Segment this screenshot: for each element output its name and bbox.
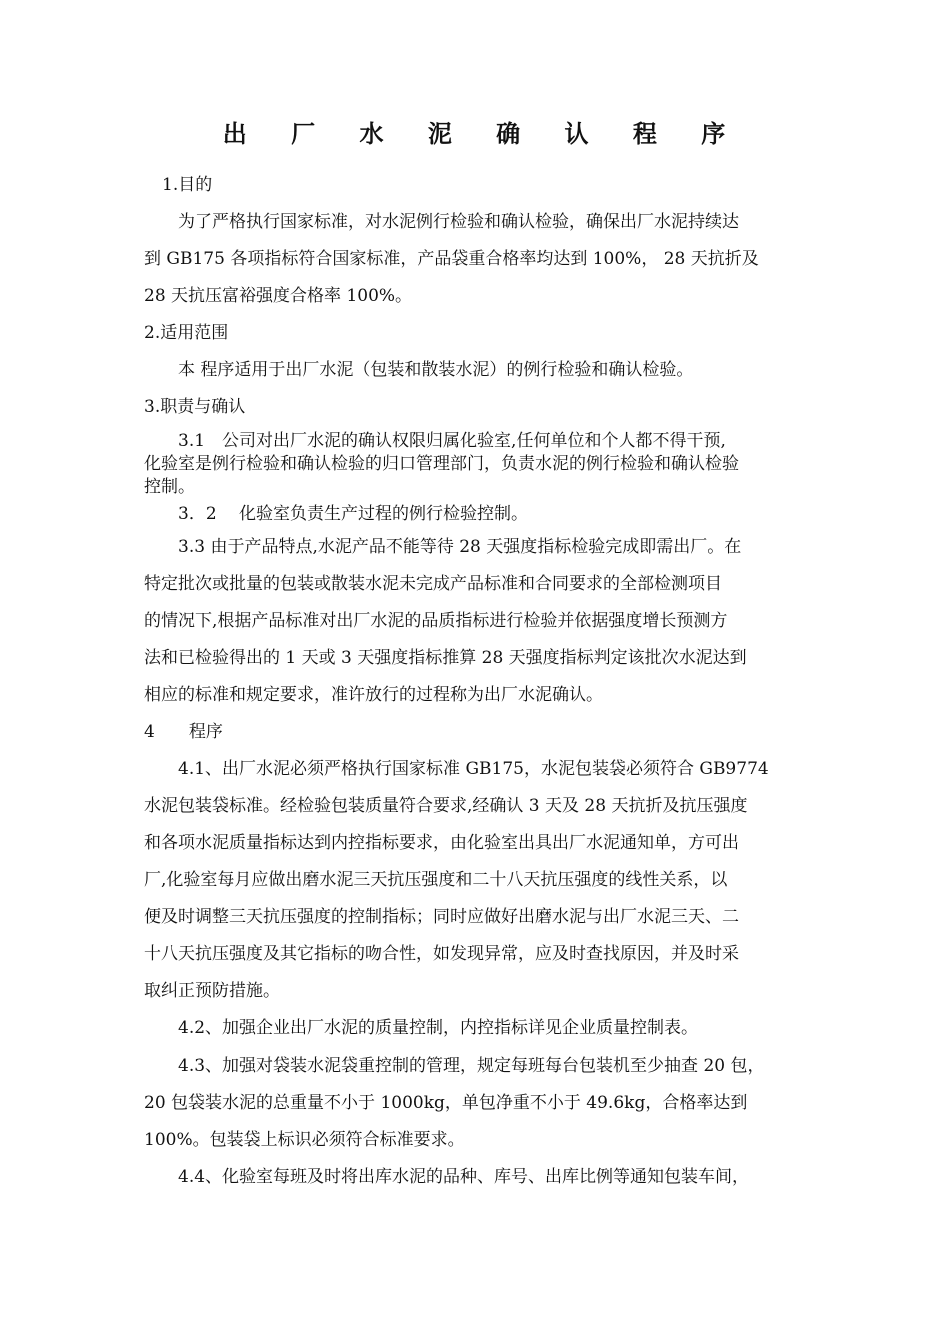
paragraph-line: 取纠正预防措施。 — [144, 981, 280, 1001]
section-heading-responsibility: 3.职责与确认 — [144, 397, 246, 417]
paragraph-line: 100%。包装袋上标识必须符合标准要求。 — [144, 1130, 465, 1150]
paragraph-line: 28 天抗压富裕强度合格率 100%。 — [144, 286, 413, 306]
section-heading-scope: 2.适用范围 — [144, 323, 229, 343]
paragraph-line: 的情况下,根据产品标准对出厂水泥的品质指标进行检验并依据强度增长预测方 — [144, 611, 728, 631]
paragraph-line: 十八天抗压强度及其它指标的吻合性，如发现异常，应及时查找原因，并及时采 — [144, 944, 739, 964]
section-heading-procedure: 4 程序 — [144, 722, 223, 742]
paragraph-line: 和各项水泥质量指标达到内控指标要求，由化验室出具出厂水泥通知单，方可出 — [144, 833, 739, 853]
paragraph-line: 3.1 公司对出厂水泥的确认权限归属化验室,任何单位和个人都不得干预, — [178, 431, 726, 451]
paragraph-line: 为了严格执行国家标准，对水泥例行检验和确认检验，确保出厂水泥持续达 — [178, 212, 739, 232]
paragraph-line: 特定批次或批量的包装或散装水泥未完成产品标准和合同要求的全部检测项目 — [144, 574, 722, 594]
paragraph-line: 4.1、出厂水泥必须严格执行国家标准 GB175，水泥包装袋必须符合 GB9774 — [178, 759, 769, 779]
paragraph-line: 法和已检验得出的 1 天或 3 天强度指标推算 28 天强度指标判定该批次水泥达到 — [144, 648, 747, 668]
paragraph-line: 厂,化验室每月应做出磨水泥三天抗压强度和二十八天抗压强度的线性关系，以 — [144, 870, 728, 890]
paragraph-line: 相应的标准和规定要求，准许放行的过程称为出厂水泥确认。 — [144, 685, 603, 705]
paragraph-line: 到 GB175 各项指标符合国家标准，产品袋重合格率均达到 100%， 28 天抗折及 — [144, 249, 759, 269]
paragraph-line: 水泥包装袋标准。经检验包装质量符合要求,经确认 3 天及 28 天抗折及抗压强度 — [144, 796, 748, 816]
paragraph-line: 4.3、加强对袋装水泥袋重控制的管理，规定每班每台包装机至少抽查 20 包， — [178, 1056, 765, 1076]
paragraph-line: 化验室是例行检验和确认检验的归口管理部门，负责水泥的例行检验和确认检验 — [144, 454, 739, 474]
paragraph-line: 4.2、加强企业出厂水泥的质量控制，内控指标详见企业质量控制表。 — [178, 1018, 699, 1038]
document-title: 出 厂 水 泥 确 认 程 序 — [222, 119, 744, 148]
section-heading-purpose: 1.目的 — [162, 175, 213, 195]
paragraph-line: 控制。 — [144, 477, 195, 497]
paragraph-line: 本 程序适用于出厂水泥（包装和散装水泥）的例行检验和确认检验。 — [178, 360, 694, 380]
paragraph-line: 20 包袋装水泥的总重量不小于 1000kg，单包净重不小于 49.6kg，合格率达到 — [144, 1093, 748, 1113]
paragraph-line: 3．2 化验室负责生产过程的例行检验控制。 — [178, 504, 529, 524]
paragraph-line: 4.4、化验室每班及时将出库水泥的品种、库号、出库比例等通知包装车间， — [178, 1167, 750, 1187]
paragraph-line: 便及时调整三天抗压强度的控制指标；同时应做好出磨水泥与出厂水泥三天、二 — [144, 907, 739, 927]
paragraph-line: 3.3 由于产品特点,水泥产品不能等待 28 天强度指标检验完成即需出厂。在 — [178, 537, 742, 557]
